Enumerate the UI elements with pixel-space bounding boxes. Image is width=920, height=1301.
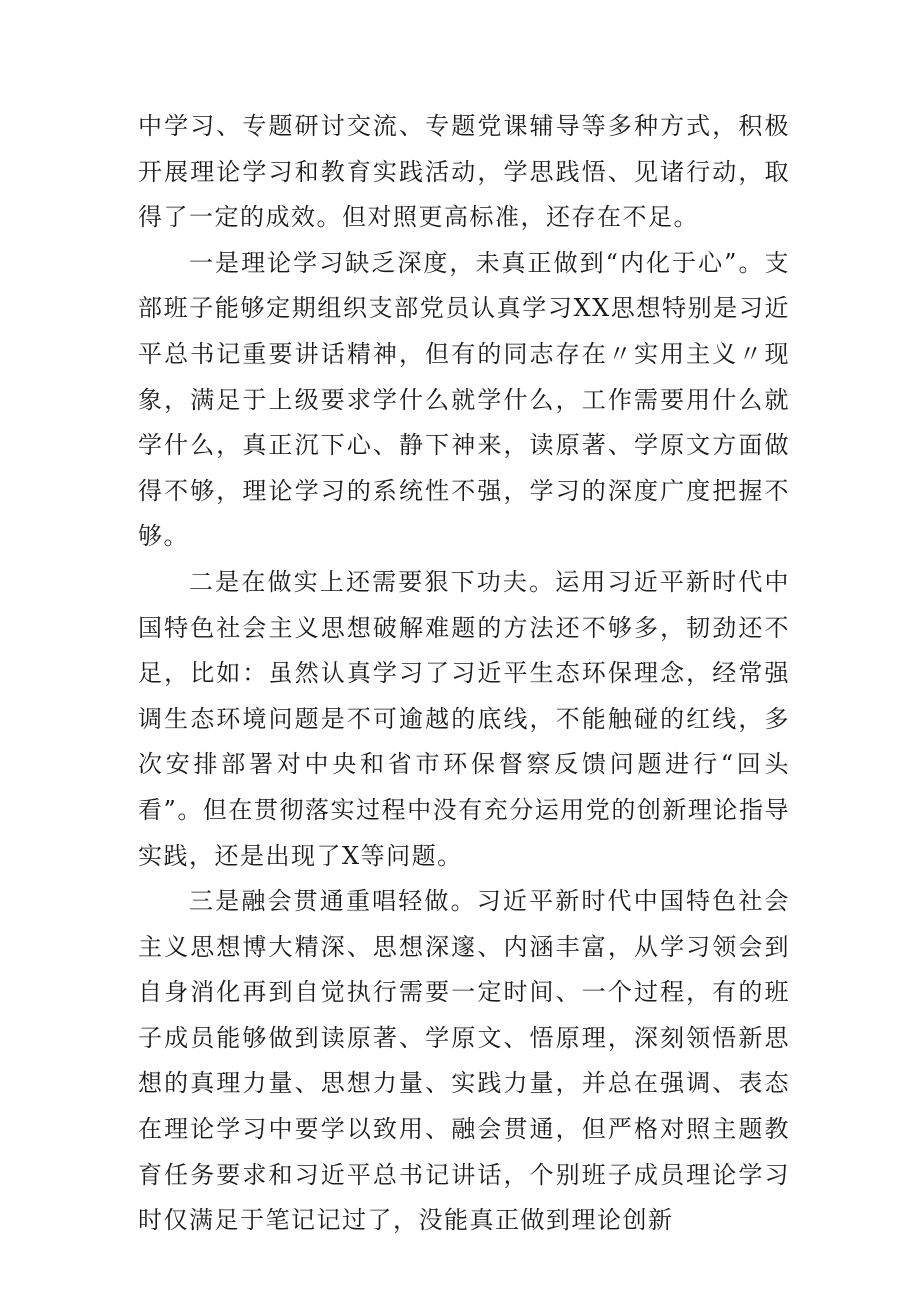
paragraph-point-three: 三是融会贯通重唱轻做。习近平新时代中国特色社会主义思想博大精深、思想深邃、内涵丰富，从学习领会到自身消化再到自觉执行需要一定时间、一个过程，有的班子成员能够做到读原著、学原文、悟原理，深刻领悟新思想的真理力量、思想力量、实践力量，并总在强调、表态在理论学习中要学以致用、融会贯通，但严格对照主题教育任务要求和习近平总书记讲话，个别班子成员理论学习时仅满足于笔记记过了，没能真正做到理论创新 bbox=[138, 887, 790, 1235]
paragraph-point-two: 二是在做实上还需要狠下功夫。运用习近平新时代中国特色社会主义思想破解难题的方法还不够多，韧劲还不足，比如：虽然认真学习了习近平生态环保理念，经常强调生态环境问题是不可逾越的底线，不能触碰的红线，多次安排部署对中央和省市环保督察反馈问题进行“回头看”。但在贯彻落实过程中没有充分运用党的创新理论指导实践，还是出现了X等问题。 bbox=[138, 567, 790, 870]
paragraph-point-one: 一是理论学习缺乏深度，未真正做到“内化于心”。支部班子能够定期组织支部党员认真学习XX思想特别是习近平总书记重要讲话精神，但有的同志存在〃实用主义〃现象，满足于上级要求学什么就学什么，工作需要用什么就学什么，真正沉下心、静下神来，读原著、学原文方面做得不够，理论学习的系统性不强，学习的深度广度把握不够。 bbox=[138, 248, 790, 551]
paragraph-continuation: 中学习、专题研讨交流、专题党课辅导等多种方式，积极开展理论学习和教育实践活动，学思践悟、见诸行动，取得了一定的成效。但对照更高标准，还存在不足。 bbox=[138, 112, 790, 232]
document-body bbox=[138, 104, 790, 1244]
